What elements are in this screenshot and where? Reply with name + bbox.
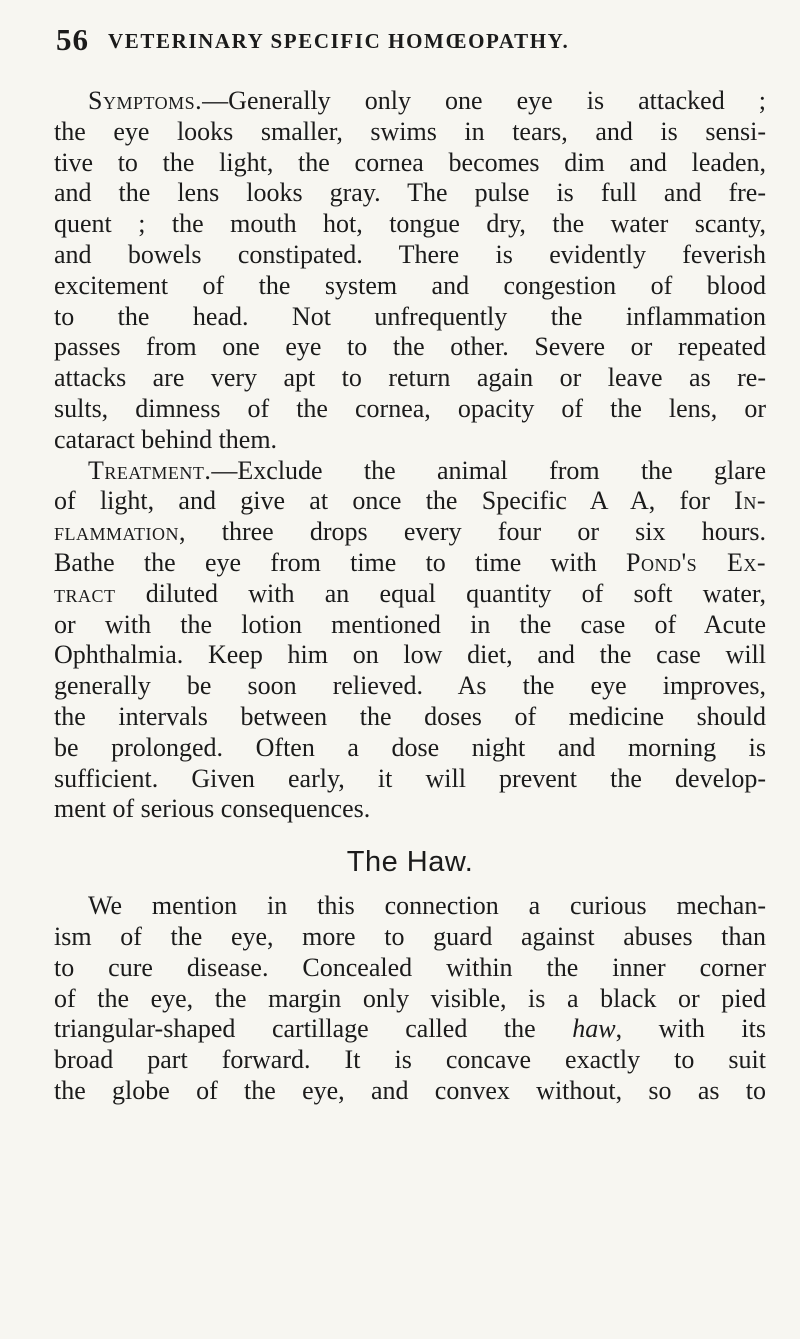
treatment-line-4 (54, 548, 766, 579)
treatment-text-2b: In- (734, 486, 766, 516)
haw-line-2: ism of the eye, more to guard against abuses than (54, 921, 766, 951)
treatment-text-5b: diluted with an equal quantity of soft water, (115, 578, 766, 608)
treatment-text-4b: Pond's Ex- (626, 547, 766, 577)
symptoms-line-3: tive to the light, the cornea becomes dim and leaden, (54, 147, 766, 177)
symptoms-line-11: sults, dimness of the cornea, opacity of the lens, or (54, 393, 766, 423)
haw-italic-word: haw (572, 1014, 616, 1044)
haw-text-5a: triangular-shaped cartillage called the (54, 1014, 573, 1044)
treatment-line-9: the intervals between the doses of medicine should (54, 701, 766, 731)
symptoms-text: —Generally only one eye is attacked ; (202, 86, 766, 115)
treatment-line-11: sufficient. Given early, it will prevent the develop- (54, 763, 766, 793)
treatment-text-5a: tract (54, 578, 116, 608)
haw-line-1: We mention in this connection a curious mechan- (88, 891, 766, 921)
treatment-text-3a: flammation (54, 517, 180, 547)
treatment-line-6: or with the lotion mentioned in the case of Acute (54, 609, 766, 639)
treatment-line-8: generally be soon relieved. As the eye improves, (54, 671, 766, 701)
symptoms-line-8: to the head. Not unfrequently the inflammation (54, 301, 766, 331)
treatment-line-5 (54, 579, 766, 610)
haw-line-3: to cure disease. Concealed within the inner corner (54, 952, 766, 982)
treatment-heading: Treatment. (88, 455, 212, 485)
haw-line-6: broad part forward. It is concave exactly to suit (54, 1045, 766, 1075)
treatment-text-4a: Bathe the eye from time to time with (54, 547, 627, 577)
section-title-the-haw: The Haw. (346, 846, 474, 879)
symptoms-line-5: quent ; the mouth hot, tongue dry, the water scanty, (54, 209, 766, 239)
running-head-title: VETERINARY SPECIFIC HOMŒOPATHY. (108, 29, 570, 53)
treatment-text-1: —Exclude the animal from the glare (211, 455, 766, 485)
treatment-line-2 (54, 486, 766, 517)
symptoms-line-1 (54, 86, 766, 117)
treatment-line-3 (54, 517, 766, 548)
treatment-line-10: be prolonged. Often a dose night and morning is (54, 732, 766, 762)
treatment-text-2a: of light, and give at once the Specific A A, for (54, 486, 735, 516)
treatment-line-12: ment of serious consequences. (54, 794, 371, 824)
symptoms-line-4: and the lens looks gray. The pulse is full and fre- (54, 178, 766, 208)
symptoms-line-2: the eye looks smaller, swims in tears, and is sensi- (54, 116, 766, 146)
page-number: 56 (56, 22, 89, 57)
symptoms-line-7: excitement of the system and congestion of blood (54, 270, 766, 300)
haw-line-4: of the eye, the margin only visible, is a black or pied (54, 983, 766, 1013)
treatment-text-3b: , three drops every four or six hours. (179, 517, 766, 547)
symptoms-line-6: and bowels constipated. There is evidently feverish (54, 239, 766, 269)
haw-line-7: the globe of the eye, and convex without, so as to (54, 1075, 766, 1105)
symptoms-line-9: passes from one eye to the other. Severe or repeated (54, 332, 766, 362)
haw-text-5b: , with its (615, 1014, 766, 1044)
haw-line-5 (54, 1014, 766, 1045)
body-text (54, 86, 766, 1107)
treatment-line-7: Ophthalmia. Keep him on low diet, and the case will (54, 640, 766, 670)
treatment-line-1 (54, 456, 766, 487)
symptoms-line-12: cataract behind them. (54, 424, 278, 454)
symptoms-heading: Symptoms. (88, 86, 203, 115)
running-head (56, 22, 766, 62)
symptoms-line-10: attacks are very apt to return again or leave as re- (54, 363, 766, 393)
